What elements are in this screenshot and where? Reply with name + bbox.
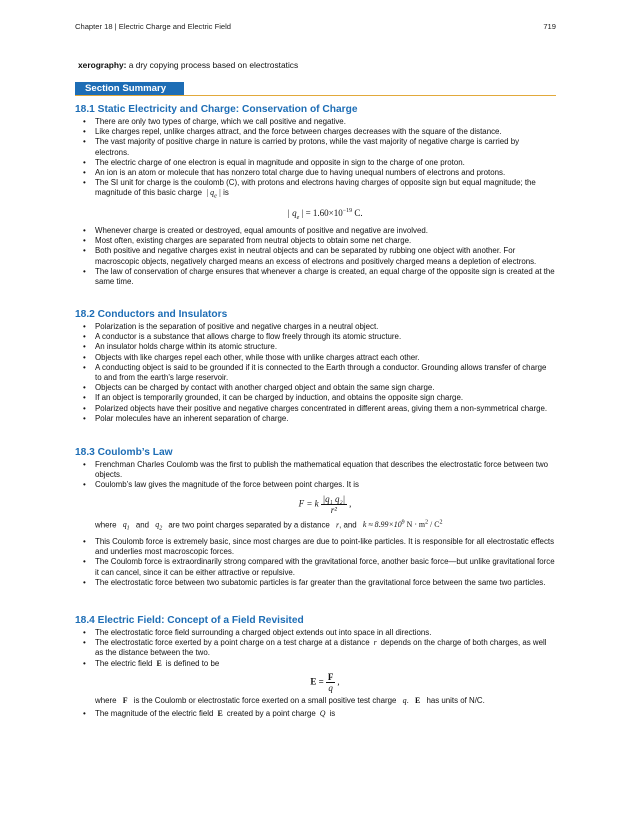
- q1-symbol: $q_1$: [122, 520, 130, 532]
- list-item: [75, 178, 555, 226]
- list-item: [75, 480, 555, 537]
- list-item: • Both positive and negative charges exist in neutral objects and can be separated by rubbing one object with another. For macroscopic objects, negatively charged means an excess of electrons and positively charged means a depletion of electrons.: [75, 246, 555, 266]
- q2-symbol: $q_2$: [155, 520, 163, 532]
- glossary-definition: a dry copying process based on electrostatics: [128, 60, 299, 70]
- charge-equation: | $q_e$ | = $1.60\times 10^{-19}$ C.: [287, 208, 363, 221]
- q-symbol: q: [402, 695, 407, 705]
- coulomb-constant: $k \approx 8.99\times 10^9$ $N \cdot m^2 / C^2$: [362, 519, 443, 530]
- item-text: is: [220, 188, 229, 198]
- list-item: • An ion is an atom or molecule that has nonzero total charge due to having unequal numbers of electrons and protons.: [75, 168, 555, 178]
- section-title: 18.4 Electric Field: Concept of a Field Revisited: [75, 615, 304, 626]
- page-number: 719: [543, 22, 556, 31]
- e-field-symbol: E: [156, 658, 162, 668]
- e-field-symbol: E: [415, 695, 421, 705]
- list-item: • Objects with like charges repel each other, while those with unlike charges attract each other.: [75, 353, 555, 363]
- list-item: • Objects can be charged by contact with another charged object and obtain the same sign charge.: [75, 383, 555, 393]
- equation-fraction: $\frac{\text{|q₁ q₂|}}{\text{r²}}$: [322, 493, 346, 515]
- list-item: • Polarization is the separation of positive and negative charges in a neutral object.: [75, 322, 555, 332]
- section-title: 18.2 Conductors and Insulators: [75, 309, 228, 320]
- list-item: • If an object is temporarily grounded, it can be charged by induction, and obtains the opposite sign charge.: [75, 393, 555, 403]
- e-field-symbol: E: [217, 709, 223, 719]
- list-item: • There are only two types of charge, which we call positive and negative.: [75, 117, 555, 127]
- list-item: • Whenever charge is created or destroyed, equal amounts of positive and negative are involved.: [75, 226, 555, 236]
- section-18-1: [75, 103, 555, 287]
- r-symbol: r: [373, 638, 377, 648]
- field-where-line: where F is the Coulomb or electrostatic force exerted on a small positive test charge q. E has units of N/C.: [95, 695, 485, 705]
- point-charge-symbol: Q: [319, 709, 326, 719]
- list-item: • A conductor is a substance that allows charge to flow freely through its atomic structure.: [75, 332, 555, 342]
- section-summary-heading: Section Summary: [75, 82, 184, 95]
- list-item: • A conducting object is said to be grounded if it is connected to the Earth through a conductor. Grounding allows transfer of charge to and from the earth’s large reservoir.: [75, 363, 555, 383]
- section-title: 18.3 Coulomb’s Law: [75, 447, 173, 458]
- section-summary-bar: [75, 82, 556, 96]
- list-item: • Polarized objects have their positive and negative charges concentrated in different areas, giving them a non-symmetrical charge.: [75, 404, 555, 414]
- charge-symbol: | $q_e$ |: [206, 188, 221, 200]
- section-18-2: [75, 308, 555, 424]
- list-item: • Most often, existing charges are separated from neutral objects to obtain some net charge.: [75, 236, 555, 246]
- coulomb-where-line: where $q_1$ and $q_2$ are two point charges separated by a distance r, and $k \approx 8.99\times 10^9$ $N \cdot m^2 / C^2$: [95, 519, 443, 532]
- item-text: The SI unit for charge is the coulomb (C), with protons and electrons having charges of opposite sign but equal magnitude; the magnitude of this basic charge: [95, 178, 536, 198]
- force-symbol: F: [122, 695, 128, 705]
- r-symbol: r: [336, 520, 340, 530]
- list-item: • The electric charge of one electron is equal in magnitude and opposite in sign to the charge of one proton.: [75, 158, 555, 168]
- field-equation: E = $\frac{F}{q}$ ,: [310, 671, 340, 693]
- list-item: • An insulator holds charge within its atomic structure.: [75, 342, 555, 352]
- page-header: [75, 22, 556, 34]
- bullet-list: [75, 460, 555, 588]
- equation-fraction: $\frac{F}{q}$: [327, 671, 334, 693]
- item-text: Coulomb’s law gives the magnitude of the force between point charges. It is: [95, 480, 359, 490]
- section-title: 18.1 Static Electricity and Charge: Conservation of Charge: [75, 104, 358, 115]
- coulomb-equation: F = k $\frac{\text{|q₁ q₂|}}{\text{r²}}$ ,: [298, 493, 352, 515]
- section-18-4: [75, 614, 555, 719]
- list-item: • The law of conservation of charge ensures that whenever a charge is created, an equal charge of the opposite sign is created at the same time.: [75, 267, 555, 287]
- list-item: • The electrostatic force field surrounding a charged object extends out into space in all directions.: [75, 628, 555, 638]
- chapter-title: Chapter 18 | Electric Charge and Electric Field: [75, 22, 232, 31]
- list-item: • The Coulomb force is extraordinarily strong compared with the gravitational force, another basic force—but unlike gravitational force it can cancel, since it can be either attractive or repulsive.: [75, 557, 555, 577]
- glossary-term: xerography:: [78, 60, 127, 70]
- bullet-list: [75, 322, 555, 424]
- list-item: • The electrostatic force between two subatomic particles is far greater than the gravitational force between the same two particles.: [75, 578, 555, 588]
- list-item: • The electrostatic force exerted by a point charge on a test charge at a distance r depends on the charge of both charges, as well as the distance between the two.: [75, 638, 555, 658]
- bullet-list: [75, 628, 555, 719]
- list-item: • The magnitude of the electric field E created by a point charge Q is: [75, 709, 555, 719]
- list-item: • Frenchman Charles Coulomb was the first to publish the mathematical equation that describes the electrostatic force between two objects.: [75, 460, 555, 480]
- glossary-entry: [78, 60, 298, 70]
- list-item: • The electric field E is defined to be E = $\frac{F}{q}$ , where F is the Coulomb or electrostatic force exerted on a small positive test charge q. E has units of N/C.: [75, 659, 555, 709]
- list-item: • This Coulomb force is extremely basic, since most charges are due to point-like particles. It is responsible for all electrostatic effects and underlies most macroscopic forces.: [75, 537, 555, 557]
- list-item: • Like charges repel, unlike charges attract, and the force between charges decreases with the square of the distance.: [75, 127, 555, 137]
- section-18-3: [75, 446, 555, 588]
- bullet-list: [75, 117, 555, 287]
- list-item: • The vast majority of positive charge in nature is carried by protons, while the vast majority of negative charge is carried by electrons.: [75, 137, 555, 157]
- list-item: • Polar molecules have an inherent separation of charge.: [75, 414, 555, 424]
